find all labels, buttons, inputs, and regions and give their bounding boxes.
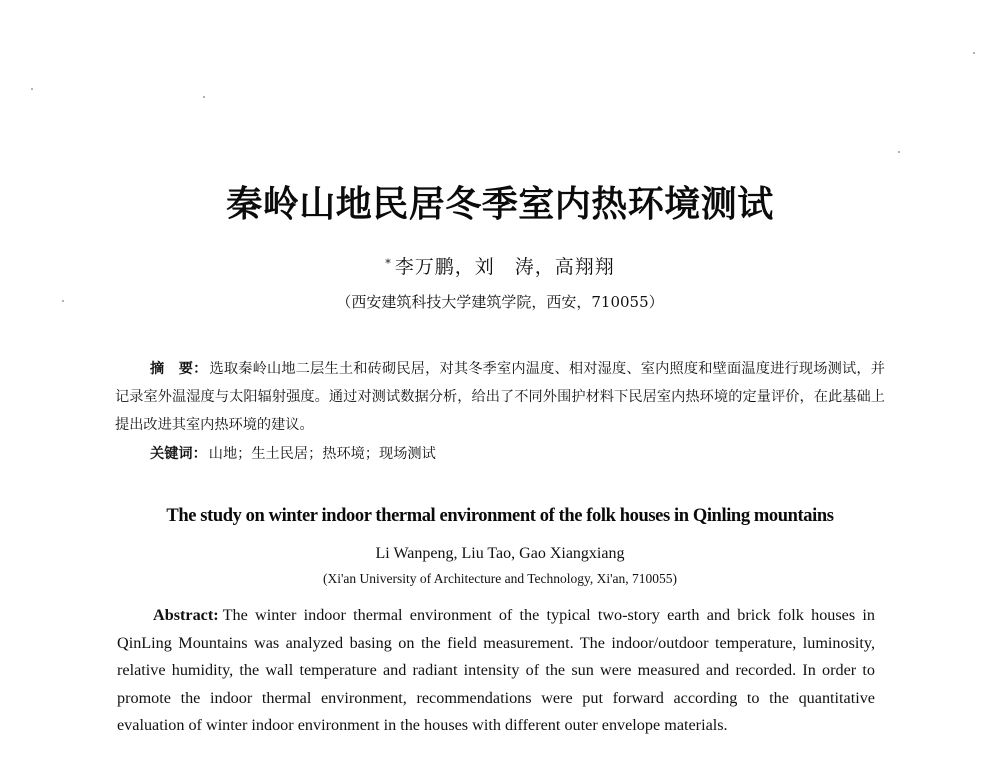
corresponding-author-marker: * <box>385 257 392 270</box>
scan-speck <box>973 52 975 54</box>
english-affiliation: (Xi'an University of Architecture and Technology, Xi'an, 710055) <box>322 571 678 586</box>
english-abstract <box>117 602 875 740</box>
chinese-keywords-text: 山地；生土民居；热环境；现场测试 <box>208 446 436 462</box>
scan-speck <box>898 151 900 153</box>
chinese-abstract-text: 选取秦岭山地二层生土和砖砌民居，对其冬季室内温度、相对湿度、室内照度和壁面温度进行现场测试，并记录室外温湿度与太阳辐射强度。通过对测试数据分析，给出了不同外围护材料下民居室内热环境的定量评价，在此基础上提出改进其室内热环境的建议。 <box>115 361 885 433</box>
english-abstract-label: Abstract: <box>153 606 219 624</box>
chinese-authors <box>0 252 1000 279</box>
chinese-keywords-label: 关键词： <box>150 446 207 462</box>
chinese-abstract <box>115 355 885 439</box>
english-authors: Li Wanpeng, Liu Tao, Gao Xiangxiang <box>375 545 625 562</box>
chinese-abstract-label: 摘 要： <box>150 361 208 377</box>
scan-speck <box>31 88 33 90</box>
chinese-author-names: 李万鹏，刘 涛，高翔翔 <box>394 256 615 278</box>
chinese-title: 秦岭山地民居冬季室内热环境测试 <box>226 183 774 225</box>
english-abstract-text: The winter indoor thermal environment of the typical two-story earth and brick folk houses in QinLing Mountains was analyzed basing on the field measurement. The indoor/outdoor temperature, luminosity, relative humidity, the wall temperature and radiant intensity of the sun were measured and recorded. In order to promote the indoor thermal environment, recommendations were put forward according to the quantitative evaluation of winter indoor environment in the houses with different outer envelope materials. <box>117 606 875 734</box>
chinese-affiliation: （西安建筑科技大学建筑学院，西安，710055） <box>336 293 664 311</box>
chinese-keywords <box>150 440 885 468</box>
scan-speck <box>203 96 205 98</box>
english-title: The study on winter indoor thermal environment of the folk houses in Qinling mountains <box>166 506 834 526</box>
